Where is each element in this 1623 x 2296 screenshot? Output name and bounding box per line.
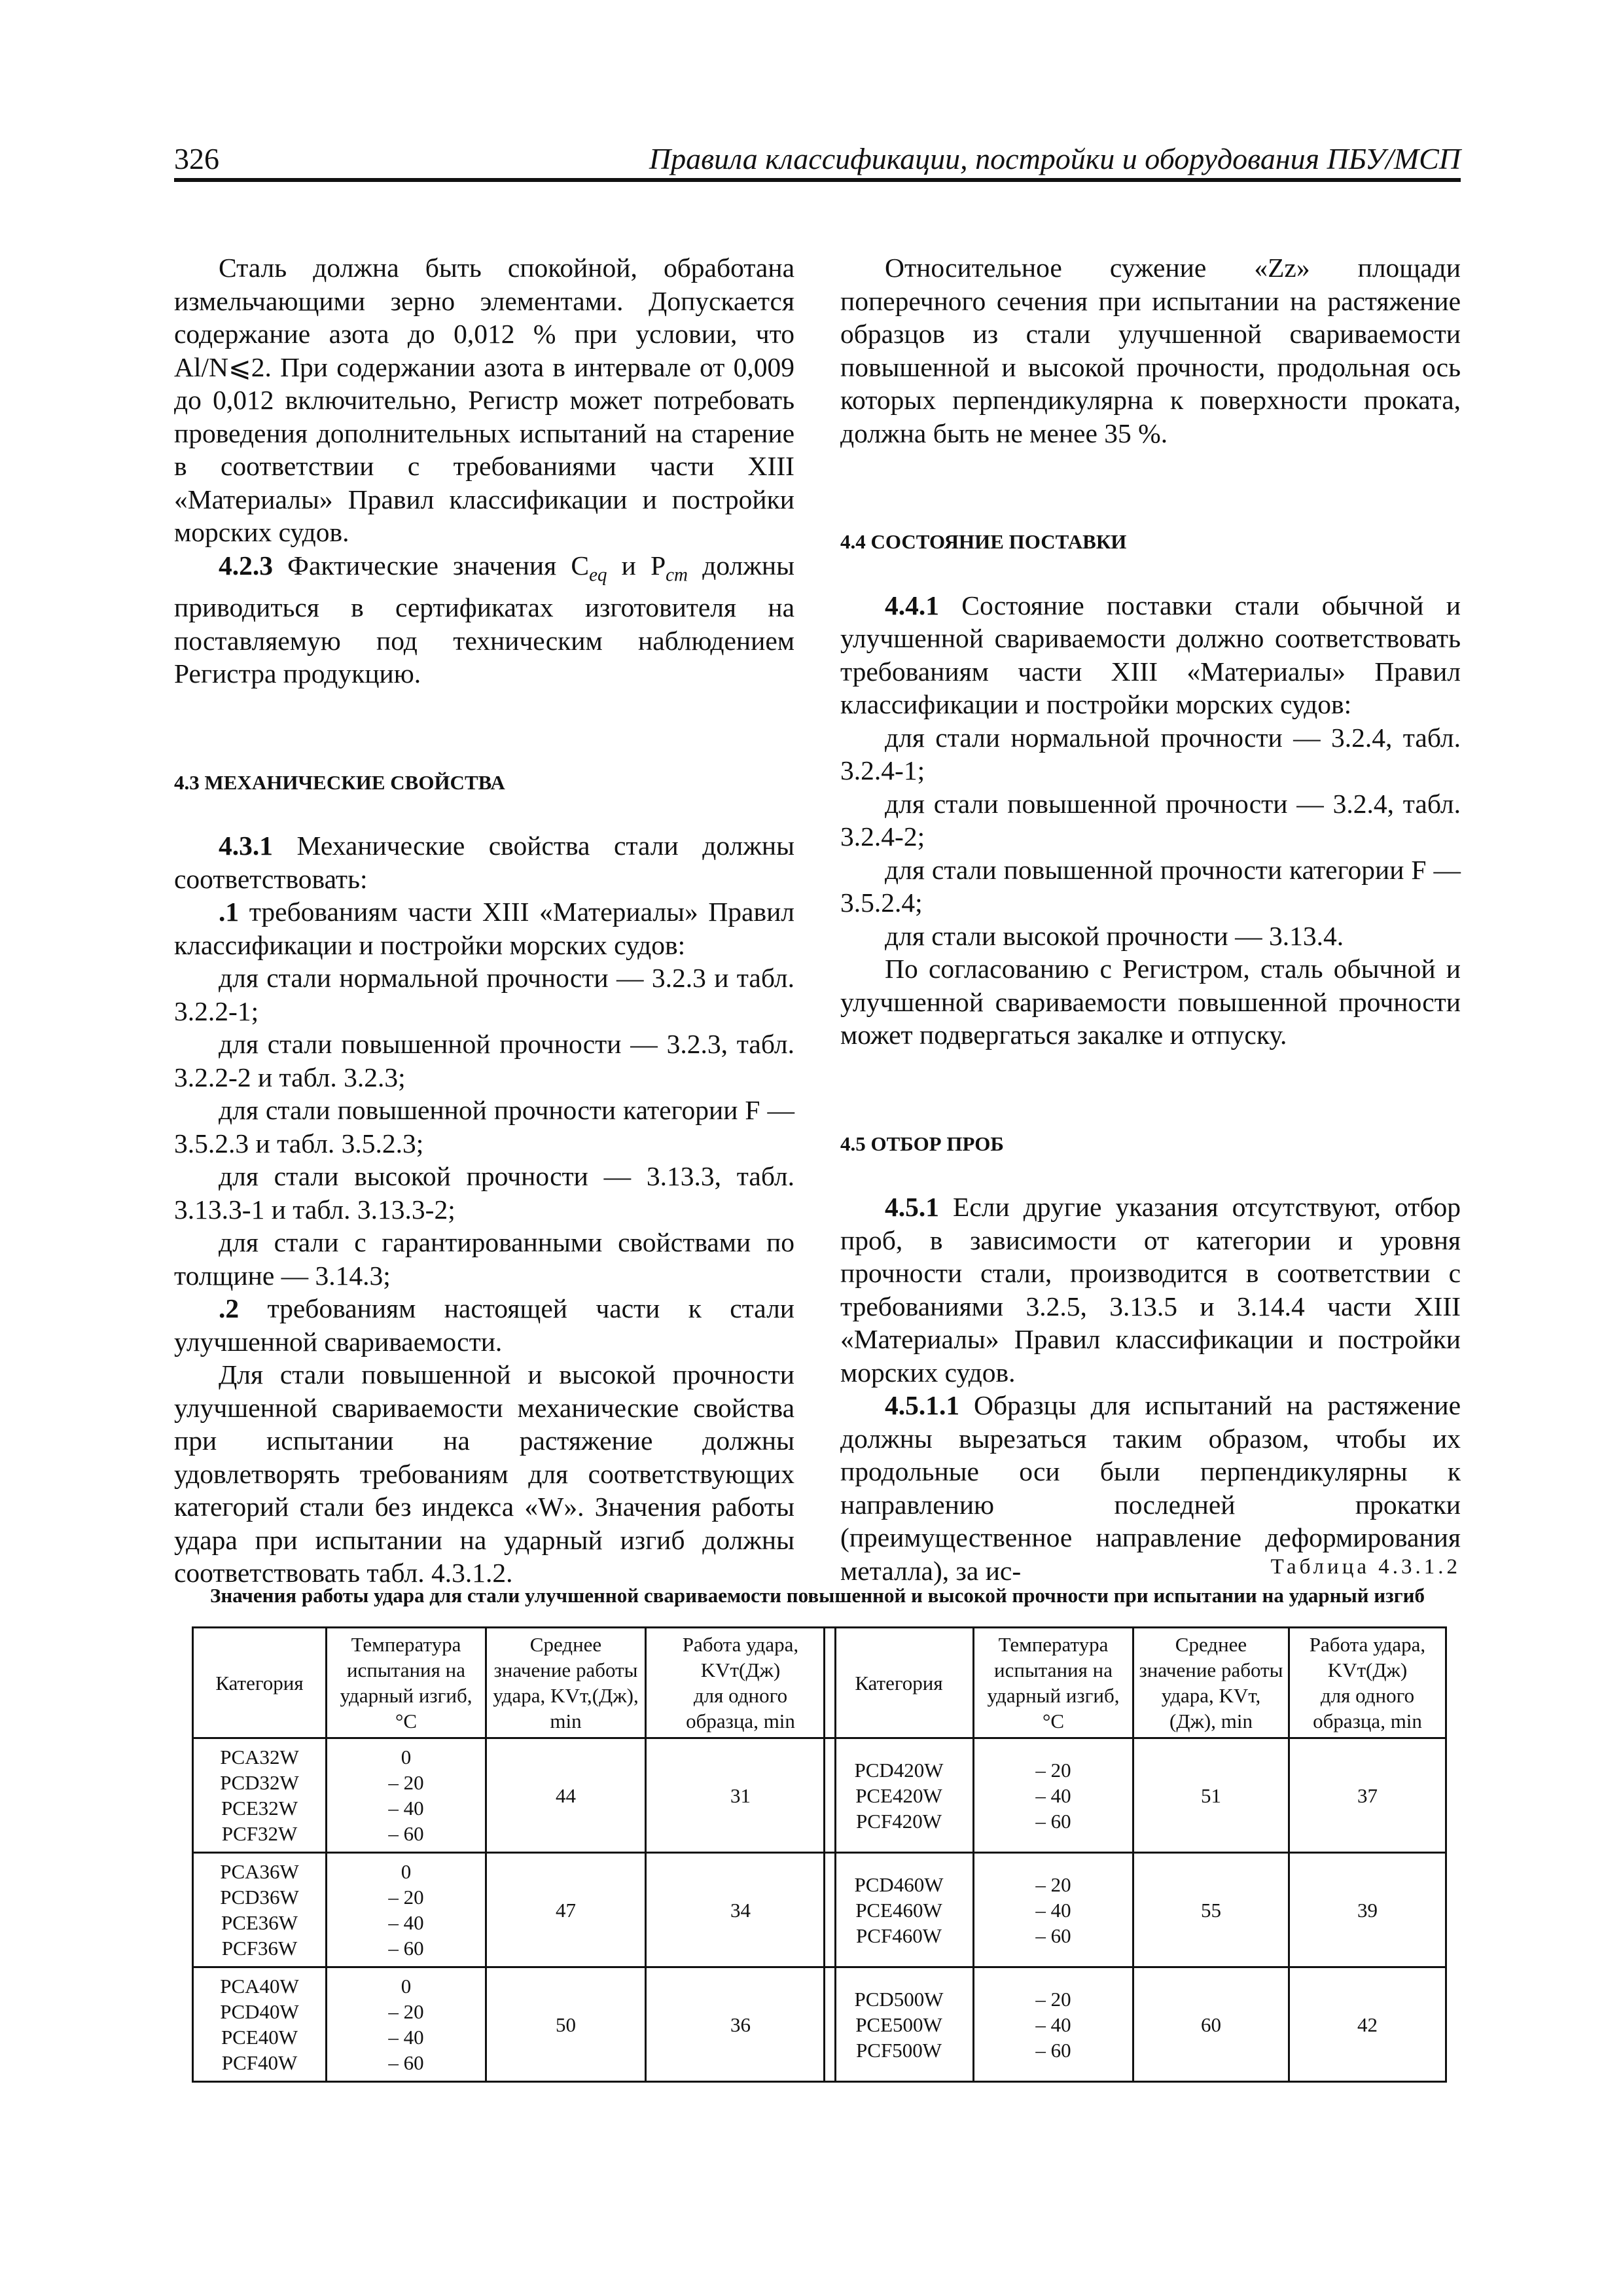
cell-average: 51 bbox=[1133, 1738, 1289, 1853]
cell-average: 55 bbox=[1133, 1853, 1289, 1967]
paragraph: для стали повышенной прочности категории F — 3.5.2.4; bbox=[840, 854, 1461, 918]
clause-number: 4.5.1.1 bbox=[885, 1390, 960, 1420]
header-temperature: Температура испытания на ударный изгиб, °С bbox=[974, 1628, 1133, 1738]
table-row bbox=[825, 1738, 1446, 1853]
cell-temperature: – 20 – 40 – 60 bbox=[974, 1853, 1133, 1967]
paragraph: для стали высокой прочности — 3.13.4. bbox=[885, 920, 1344, 951]
item-number: .1 bbox=[219, 897, 240, 927]
impact-table-left bbox=[192, 1626, 836, 2083]
table-row bbox=[825, 1967, 1446, 2082]
header-category: Категория bbox=[193, 1628, 327, 1738]
cell-single: 37 bbox=[1289, 1738, 1446, 1853]
paragraph-4-5-1-1: 4.5.1.1 Образцы для испытаний на растяжение должны вырезаться таким образом, чтобы их продольные оси были перпендикулярны к направлению последней прокатки (преимущественное направление деформирования металла), за ис- bbox=[840, 1390, 1461, 1586]
running-title: Правила классификации, постройки и оборудования ПБУ/МСП bbox=[649, 142, 1461, 175]
cell-category: PCA40W PCD40W PCE40W PCF40W bbox=[193, 1967, 327, 2082]
cell-single: 36 bbox=[646, 1967, 836, 2082]
cell-category: PCD420W PCE420W PCF420W bbox=[825, 1738, 974, 1853]
paragraph: для стали повышенной прочности — 3.2.4, табл. 3.2.4-2; bbox=[840, 788, 1461, 852]
cell-category: PCA32W PCD32W PCE32W PCF32W bbox=[193, 1738, 327, 1853]
left-column bbox=[174, 251, 794, 1590]
list-item-2: .2 требованиям настоящей части к стали улучшенной свариваемости. bbox=[174, 1293, 794, 1357]
table-row bbox=[193, 1967, 836, 2082]
page-header bbox=[174, 141, 1461, 182]
paragraph: для стали повышенной прочности категории F — 3.5.2.3 и табл. 3.5.2.3; bbox=[174, 1095, 794, 1158]
clause-number: 4.3.1 bbox=[219, 831, 273, 861]
table-header-row bbox=[825, 1628, 1446, 1738]
header-temperature: Температура испытания на ударный изгиб, °С bbox=[327, 1628, 486, 1738]
cell-average: 44 bbox=[486, 1738, 646, 1853]
table-row bbox=[193, 1853, 836, 1967]
cell-category: PCD500W PCE500W PCF500W bbox=[825, 1967, 974, 2082]
cell-temperature: – 20 – 40 – 60 bbox=[974, 1738, 1133, 1853]
paragraph-4-4-1: 4.4.1 Состояние поставки стали обычной и улучшенной свариваемости должно соответствовать требованиям части XIII «Материалы» Правил классификации и постройки морских судов: bbox=[840, 590, 1461, 719]
paragraph-4-3-1: 4.3.1 Механические свойства стали должны соответствовать: bbox=[174, 831, 794, 894]
cell-temperature: 0 – 20 – 40 – 60 bbox=[327, 1853, 486, 1967]
paragraph: для стали нормальной прочности — 3.2.4, табл. 3.2.4-1; bbox=[840, 722, 1461, 785]
cell-single: 42 bbox=[1289, 1967, 1446, 2082]
header-single-energy: Работа удара, KVт(Дж) для одного образца, min bbox=[1289, 1628, 1446, 1738]
table-header-row bbox=[193, 1628, 836, 1738]
cell-temperature: – 20 – 40 – 60 bbox=[974, 1967, 1133, 2082]
section-heading-4-5: 4.5 ОТБОР ПРОБ bbox=[840, 1132, 1004, 1155]
cell-average: 60 bbox=[1133, 1967, 1289, 2082]
paragraph: Относительное сужение «Zz» площади поперечного сечения при испытании на растяжение образцов из стали улучшенной свариваемости повышенной и высокой прочности, продольная ось которых перпендикулярна к поверхности проката, должна быть не менее 35 %. bbox=[840, 253, 1461, 448]
paragraph: для стали повышенной прочности — 3.2.3, табл. 3.2.2-2 и табл. 3.2.3; bbox=[174, 1029, 794, 1092]
paragraph: Для стали повышенной и высокой прочности улучшенной свариваемости механические свойства при испытании на растяжение должны удовлетворять требованиям для соответствующих категорий стали без индекса «W». Значения работы удара при испытании на ударный изгиб должны соответствовать табл. 4.3.1.2. bbox=[174, 1359, 794, 1588]
clause-number: 4.4.1 bbox=[885, 590, 939, 620]
item-number: .2 bbox=[219, 1293, 240, 1324]
cell-average: 47 bbox=[486, 1853, 646, 1967]
list-item-1: .1 требованиям части XIII «Материалы» Правил классификации и постройки морских судов: bbox=[174, 897, 794, 960]
header-rule bbox=[174, 178, 1461, 182]
paragraph-4-2-3: 4.2.3 Фактические значения $C_{eq}$ и $P_{cm}$ должны приводиться в сертификатах изготовителя на поставляемую под техническим наблюдением Регистра продукцию. bbox=[174, 550, 795, 689]
page-number: 326 bbox=[174, 142, 219, 175]
header-category: Категория bbox=[825, 1628, 974, 1738]
cell-temperature: 0 – 20 – 40 – 60 bbox=[327, 1967, 486, 2082]
clause-number: 4.2.3 bbox=[219, 550, 273, 581]
cell-category: PCD460W PCE460W PCF460W bbox=[825, 1853, 974, 1967]
paragraph: для стали нормальной прочности — 3.2.3 и табл. 3.2.2-1; bbox=[174, 963, 794, 1026]
clause-number: 4.5.1 bbox=[885, 1192, 939, 1222]
table-title: Значения работы удара для стали улучшенной свариваемости повышенной и высокой прочности при испытании на ударный изгиб bbox=[209, 1584, 1425, 1607]
cell-single: 34 bbox=[646, 1853, 836, 1967]
table-caption: Таблица 4.3.1.2 bbox=[1270, 1555, 1461, 1579]
table-row bbox=[825, 1853, 1446, 1967]
cell-temperature: 0 – 20 – 40 – 60 bbox=[327, 1738, 486, 1853]
paragraph: для стали высокой прочности — 3.13.3, табл. 3.13.3-1 и табл. 3.13.3-2; bbox=[174, 1161, 794, 1225]
table-row bbox=[193, 1738, 836, 1853]
impact-table-right bbox=[823, 1626, 1447, 2083]
section-heading-4-3: 4.3 МЕХАНИЧЕСКИЕ СВОЙСТВА bbox=[174, 770, 505, 794]
cell-single: 31 bbox=[646, 1738, 836, 1853]
cell-single: 39 bbox=[1289, 1853, 1446, 1967]
paragraph: для стали с гарантированными свойствами по толщине — 3.14.3; bbox=[174, 1227, 794, 1291]
cell-average: 50 bbox=[486, 1967, 646, 2082]
header-single-energy: Работа удара, KVт(Дж) для одного образца, min bbox=[646, 1628, 836, 1738]
section-heading-4-4: 4.4 СОСТОЯНИЕ ПОСТАВКИ bbox=[840, 530, 1127, 553]
paragraph: По согласованию с Регистром, сталь обычной и улучшенной свариваемости повышенной прочности может подвергаться закалке и отпуску. bbox=[840, 954, 1461, 1050]
paragraph-4-5-1: 4.5.1 Если другие указания отсутствуют, отбор проб, в зависимости от категории и уровня прочности стали, производится в соответствии с требованиями 3.2.5, 3.13.5 и 3.14.4 части XIII «Материалы» Правил классификации и постройки морских судов. bbox=[840, 1192, 1461, 1388]
paragraph: Сталь должна быть спокойной, обработана измельчающими зерно элементами. Допускается содержание азота до 0,012 % при условии, что Al/N⩽2. При содержании азота в интервале от 0,009 до 0,012 включительно, Регистр может потребовать проведения дополнительных испытаний на старение в соответствии с требованиями части XIII «Материалы» Правил классификации и постройки морских судов. bbox=[174, 253, 794, 547]
header-average-energy: Среднее значение работы удара, KVт,(Дж), min bbox=[486, 1628, 646, 1738]
right-column bbox=[840, 251, 1461, 1587]
header-average-energy: Среднее значение работы удара, KVт, (Дж), min bbox=[1133, 1628, 1289, 1738]
cell-category: PCA36W PCD36W PCE36W PCF36W bbox=[193, 1853, 327, 1967]
